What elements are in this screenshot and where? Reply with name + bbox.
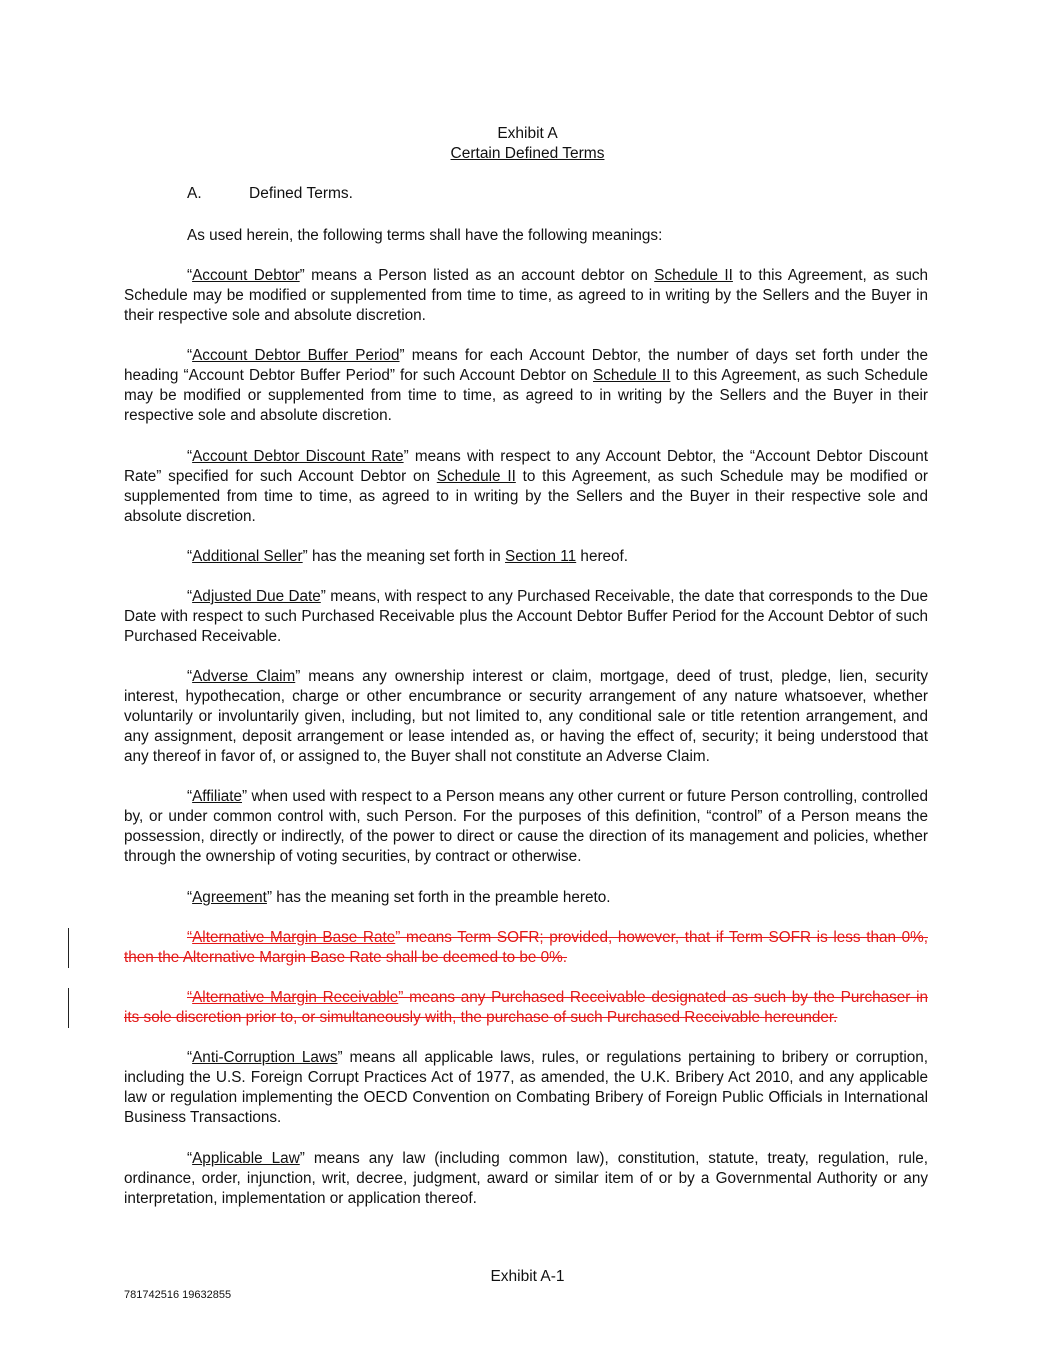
defined-term: Adjusted Due Date [192,588,321,605]
defined-term: Account Debtor [192,267,300,284]
section-letter: A. [187,185,202,202]
definition-applicable-law: “Applicable Law” means any law (including common law), constitution, statute, treaty, regulation, rule, ordinance, order, injunction, writ, decree, judgment, award or similar item of or by a Governmental Authority or any interpretation, implementation or application thereof. [124,1150,928,1208]
defined-term: Account Debtor Discount Rate [192,448,404,465]
defined-term: Agreement [192,889,267,906]
definition-adjusted-due-date: “Adjusted Due Date” means, with respect to any Purchased Receivable, the date that corresponds to the Due Date with respect to such Purchased Receivable plus the Account Debtor Buffer Period for the Account Debtor of such Purchased Receivable. [124,588,929,646]
cross-reference: Schedule II [654,267,733,284]
definition-affiliate: “Affiliate” when used with respect to a Person means any other current or future Person controlling, controlled by, or under common control with, such Person. For the purposes of this definition, “control” of a Person means the possession, directly or indirectly, of the power to direct or cause the direction of its management and policies, whether through the ownership of voting securities, by contract or otherwise. [124,788,928,866]
deleted-definition-alt-margin-base-rate: “Alternative Margin Base Rate” means Term SOFR; provided, however, that if Term SOFR is less than 0%, then the Alternative Margin Base Rate shall be deemed to be 0%. [124,929,928,967]
defined-term: Alternative Margin Receivable [192,989,399,1006]
defined-term: Affiliate [192,788,242,805]
definition-adverse-claim: “Adverse Claim” means any ownership interest or claim, mortgage, deed of trust, pledge, lien, security interest, hypothecation, charge or other encumbrance or security arrangement of any nature whatsoever, whether voluntarily or involuntarily given, including, but not limited to, any conditional sale or title retention arrangement, and any assignment, deposit arrangement or lease intended as, or having the effect of, security; it being understood that any thereof in favor of, or assigned to, the Buyer shall not constitute an Adverse Claim. [124,668,928,766]
page-footer-label: Exhibit A-1 [490,1268,565,1285]
change-bar [68,988,69,1028]
definition-additional-seller: “Additional Seller” has the meaning set forth in Section 11 hereof. [187,548,629,565]
definition-discount-rate: “Account Debtor Discount Rate” means with respect to any Account Debtor, the “Account Debtor Discount Rate” specified for such Account Debtor on Schedule II to this Agreement, as such Schedule may be modified or supplemented from time to time, as agreed to in writing by the Sellers and the Buyer in their respective sole and absolute discretion. [124,448,928,526]
deleted-definition-alt-margin-receivable: “Alternative Margin Receivable” means any Purchased Receivable designated as such by the Purchaser in its sole discretion prior to, or simultaneously with, the purchase of such Purchased Receivable hereunder. [124,989,928,1027]
definition-account-debtor: “Account Debtor” means a Person listed as an account debtor on Schedule II to this Agreement, as such Schedule may be modified or supplemented from time to time, as agreed to in writing by the Sellers and the Buyer in their respective sole and absolute discretion. [124,267,929,325]
exhibit-subtitle: Certain Defined Terms [450,145,605,162]
defined-term: Account Debtor Buffer Period [192,347,400,364]
cross-reference: Section 11 [505,548,577,565]
exhibit-title: Exhibit A [497,125,558,142]
intro-paragraph: As used herein, the following terms shall have the following meanings: [187,227,663,244]
defined-term: Adverse Claim [192,668,296,685]
defined-term: Anti-Corruption Laws [192,1049,338,1066]
defined-term: Alternative Margin Base Rate [192,929,396,946]
cross-reference: Schedule II [436,468,516,486]
definition-buffer-period: “Account Debtor Buffer Period” means for each Account Debtor, the number of days set forth under the heading “Account Debtor Buffer Period” for such Account Debtor on Schedule II to this Agreement, as such Schedule may be modified or supplemented from time to time, as agreed to in writing by the Sellers and the Buyer in their respective sole and absolute discretion. [124,347,928,425]
defined-term: Applicable Law [192,1150,300,1167]
document-id: 781742516 19632855 [124,1289,232,1301]
section-title: Defined Terms. [249,185,353,202]
change-bar [68,928,69,968]
definition-agreement: “Agreement” has the meaning set forth in the preamble hereto. [187,889,611,906]
cross-reference: Schedule II [593,367,671,385]
definition-anti-corruption-laws: “Anti-Corruption Laws” means all applicable laws, rules, or regulations pertaining to bribery or corruption, including the U.S. Foreign Corrupt Practices Act of 1977, as amended, the U.K. Bribery Act 2010, and any applicable law or regulation implementing the OECD Convention on Combating Bribery of Foreign Public Officials in International Business Transactions. [124,1049,928,1127]
section-heading [187,185,353,203]
defined-term: Additional Seller [192,548,303,565]
